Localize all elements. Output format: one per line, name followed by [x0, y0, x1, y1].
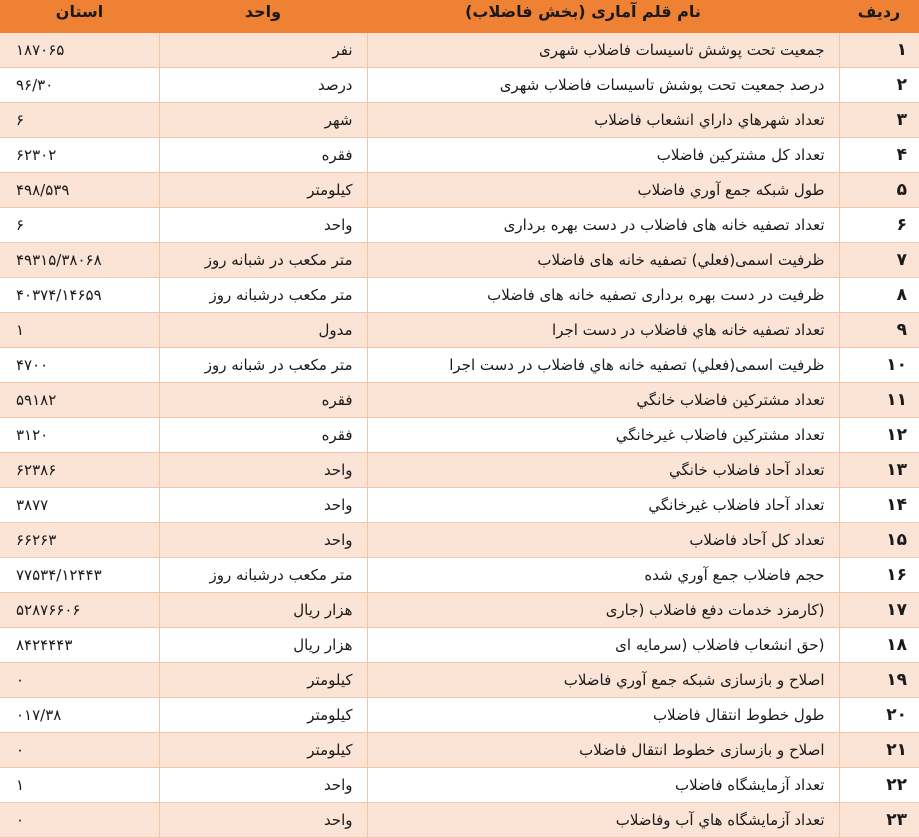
- item-name-cell: (کارمزد خدمات دفع فاضلاب (جاری: [367, 593, 839, 628]
- row-number-cell: ۱۰: [839, 348, 919, 383]
- table-header: [0, 0, 919, 33]
- item-name-cell: تعداد مشترکین فاضلاب خانگي: [367, 383, 839, 418]
- header-unit: واحد: [159, 0, 367, 33]
- value-cell: ۹۶/۳۰: [0, 68, 159, 103]
- table-row: [0, 68, 919, 103]
- unit-cell: متر مکعب درشبانه روز: [159, 558, 367, 593]
- table-body: [0, 33, 919, 838]
- row-number-cell: ۱۷: [839, 593, 919, 628]
- unit-cell: متر مکعب درشبانه روز: [159, 278, 367, 313]
- item-name-cell: طول خطوط انتقال فاضلاب: [367, 698, 839, 733]
- value-cell: ۴۷۰۰: [0, 348, 159, 383]
- value-cell: ۸۴۲۴۴۴۳: [0, 628, 159, 663]
- item-name-cell: تعداد شهرهاي داراي انشعاب فاضلاب: [367, 103, 839, 138]
- row-number-cell: ۱۹: [839, 663, 919, 698]
- unit-cell: واحد: [159, 453, 367, 488]
- item-name-cell: تعداد کل مشترکین فاضلاب: [367, 138, 839, 173]
- table-row: [0, 768, 919, 803]
- item-name-cell: تعداد کل آحاد فاضلاب: [367, 523, 839, 558]
- value-cell: ۶: [0, 208, 159, 243]
- row-number-cell: ۳: [839, 103, 919, 138]
- item-name-cell: درصد جمعیت تحت پوشش تاسیسات فاضلاب شهری: [367, 68, 839, 103]
- unit-cell: هزار ریال: [159, 593, 367, 628]
- unit-cell: فقره: [159, 383, 367, 418]
- value-cell: ۴۹۳۱۵/۳۸۰۶۸: [0, 243, 159, 278]
- value-cell: ۷۷۵۳۴/۱۲۴۴۳: [0, 558, 159, 593]
- table-row: [0, 733, 919, 768]
- item-name-cell: جمعیت تحت پوشش تاسیسات فاضلاب شهری: [367, 33, 839, 68]
- row-number-cell: ۲۲: [839, 768, 919, 803]
- table-row: [0, 558, 919, 593]
- table-row: [0, 348, 919, 383]
- row-number-cell: ۶: [839, 208, 919, 243]
- item-name-cell: تعداد آحاد فاضلاب غیرخانگي: [367, 488, 839, 523]
- unit-cell: واحد: [159, 488, 367, 523]
- unit-cell: مدول: [159, 313, 367, 348]
- unit-cell: کیلومتر: [159, 698, 367, 733]
- value-cell: ۶۲۳۰۲: [0, 138, 159, 173]
- unit-cell: کیلومتر: [159, 733, 367, 768]
- unit-cell: متر مکعب در شبانه روز: [159, 243, 367, 278]
- unit-cell: واحد: [159, 208, 367, 243]
- item-name-cell: ظرفیت اسمی(فعلي) تصفیه خانه های فاضلاب: [367, 243, 839, 278]
- unit-cell: کیلومتر: [159, 663, 367, 698]
- row-number-cell: ۱۶: [839, 558, 919, 593]
- unit-cell: درصد: [159, 68, 367, 103]
- table-row: [0, 453, 919, 488]
- value-cell: ۳۱۲۰: [0, 418, 159, 453]
- row-number-cell: ۲: [839, 68, 919, 103]
- table-row: [0, 278, 919, 313]
- value-cell: ۰: [0, 733, 159, 768]
- item-name-cell: (حق انشعاب فاضلاب (سرمایه ای: [367, 628, 839, 663]
- row-number-cell: ۱۳: [839, 453, 919, 488]
- item-name-cell: حجم فاضلاب جمع آوري شده: [367, 558, 839, 593]
- item-name-cell: ظرفیت در دست بهره برداری تصفیه خانه های فاضلاب: [367, 278, 839, 313]
- table-row: [0, 698, 919, 733]
- value-cell: ۱۸۷۰۶۵: [0, 33, 159, 68]
- value-cell: ۳۸۷۷: [0, 488, 159, 523]
- table-row: [0, 243, 919, 278]
- row-number-cell: ۸: [839, 278, 919, 313]
- unit-cell: کیلومتر: [159, 173, 367, 208]
- unit-cell: شهر: [159, 103, 367, 138]
- table-row: [0, 103, 919, 138]
- value-cell: ۰۱۷/۳۸: [0, 698, 159, 733]
- table-row: [0, 208, 919, 243]
- item-name-cell: تعداد آزمایشگاه فاضلاب: [367, 768, 839, 803]
- item-name-cell: تعداد آحاد فاضلاب خانگي: [367, 453, 839, 488]
- value-cell: ۵۹۱۸۲: [0, 383, 159, 418]
- item-name-cell: اصلاح و بازسازی خطوط انتقال فاضلاب: [367, 733, 839, 768]
- value-cell: ۰: [0, 663, 159, 698]
- row-number-cell: ۱۵: [839, 523, 919, 558]
- table-row: [0, 173, 919, 208]
- value-cell: ۱: [0, 313, 159, 348]
- header-row-number: ردیف: [839, 0, 919, 33]
- unit-cell: واحد: [159, 523, 367, 558]
- row-number-cell: ۱: [839, 33, 919, 68]
- unit-cell: واحد: [159, 768, 367, 803]
- unit-cell: فقره: [159, 138, 367, 173]
- unit-cell: نفر: [159, 33, 367, 68]
- table-row: [0, 313, 919, 348]
- table-row: [0, 628, 919, 663]
- table-row: [0, 523, 919, 558]
- item-name-cell: ظرفیت اسمی(فعلي) تصفیه خانه هاي فاضلاب در دست اجرا: [367, 348, 839, 383]
- row-number-cell: ۹: [839, 313, 919, 348]
- row-number-cell: ۷: [839, 243, 919, 278]
- value-cell: ۰: [0, 803, 159, 838]
- unit-cell: متر مکعب در شبانه روز: [159, 348, 367, 383]
- unit-cell: فقره: [159, 418, 367, 453]
- header-province: استان: [0, 0, 159, 33]
- header-item-name: نام قلم آماری (بخش فاضلاب): [367, 0, 839, 33]
- item-name-cell: تعداد آزمایشگاه هاي آب وفاضلاب: [367, 803, 839, 838]
- table-row: [0, 488, 919, 523]
- unit-cell: واحد: [159, 803, 367, 838]
- item-name-cell: تعداد تصفیه خانه هاي فاضلاب در دست اجرا: [367, 313, 839, 348]
- row-number-cell: ۵: [839, 173, 919, 208]
- table-row: [0, 138, 919, 173]
- value-cell: ۱: [0, 768, 159, 803]
- value-cell: ۶۶۲۶۳: [0, 523, 159, 558]
- row-number-cell: ۴: [839, 138, 919, 173]
- item-name-cell: اصلاح و بازسازی شبکه جمع آوري فاضلاب: [367, 663, 839, 698]
- item-name-cell: تعداد تصفیه خانه های فاضلاب در دست بهره برداری: [367, 208, 839, 243]
- value-cell: ۴۹۸/۵۳۹: [0, 173, 159, 208]
- row-number-cell: ۲۳: [839, 803, 919, 838]
- item-name-cell: تعداد مشترکین فاضلاب غیرخانگي: [367, 418, 839, 453]
- unit-cell: هزار ریال: [159, 628, 367, 663]
- table-row: [0, 418, 919, 453]
- value-cell: ۶: [0, 103, 159, 138]
- row-number-cell: ۲۰: [839, 698, 919, 733]
- row-number-cell: ۲۱: [839, 733, 919, 768]
- row-number-cell: ۱۱: [839, 383, 919, 418]
- item-name-cell: طول شبکه جمع آوري فاضلاب: [367, 173, 839, 208]
- table-row: [0, 33, 919, 68]
- table-row: [0, 663, 919, 698]
- value-cell: ۶۲۳۸۶: [0, 453, 159, 488]
- value-cell: ۵۲۸۷۶۶۰۶: [0, 593, 159, 628]
- table-row: [0, 383, 919, 418]
- table-row: [0, 803, 919, 838]
- row-number-cell: ۱۲: [839, 418, 919, 453]
- row-number-cell: ۱۸: [839, 628, 919, 663]
- row-number-cell: ۱۴: [839, 488, 919, 523]
- table-row: [0, 593, 919, 628]
- value-cell: ۴۰۳۷۴/۱۴۶۵۹: [0, 278, 159, 313]
